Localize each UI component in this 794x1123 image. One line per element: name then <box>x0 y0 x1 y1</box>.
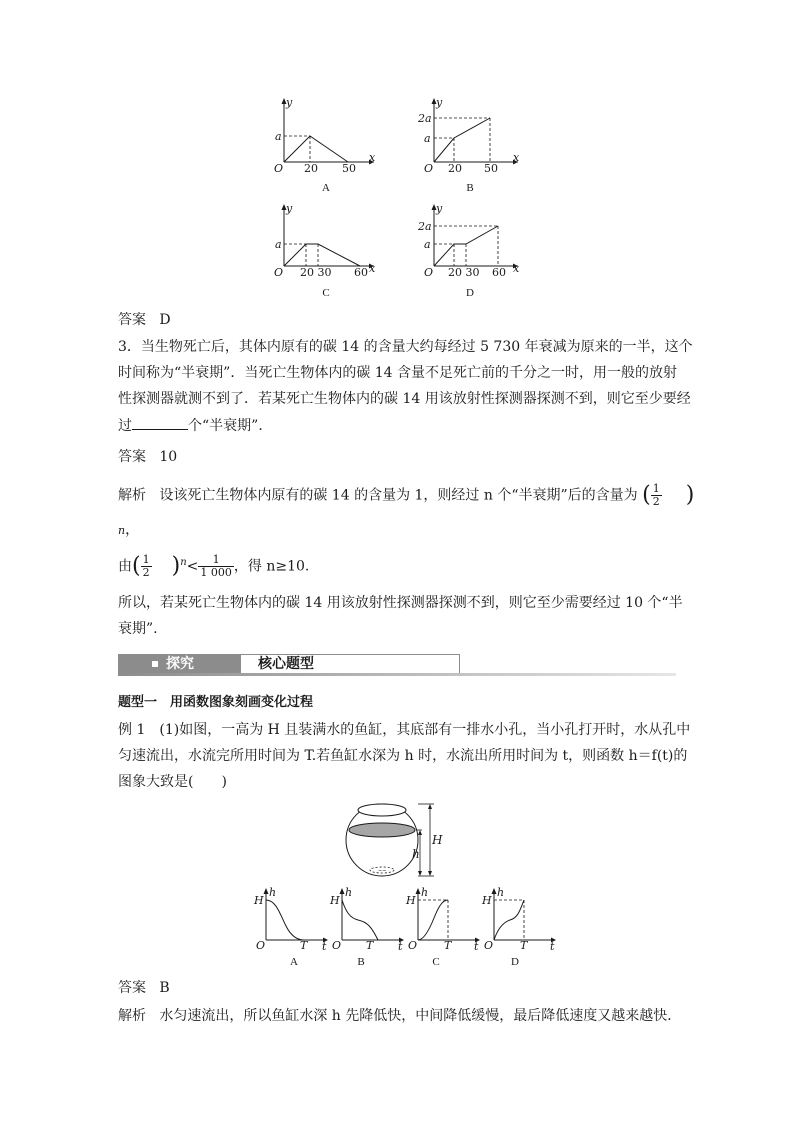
example-line-3: 图象大致是( ) <box>118 774 227 790</box>
origin-label: O <box>424 162 434 172</box>
origin-label: O <box>274 162 284 172</box>
q3-line-4 <box>118 415 272 436</box>
x-tick-T: T <box>520 939 528 950</box>
y-axis-label: h <box>497 886 505 899</box>
x-tick-50: 50 <box>342 162 356 172</box>
fraction-one-thousandth: $\frac{1}{1 000}$ <box>200 553 232 580</box>
x-axis-label: x <box>513 262 520 275</box>
graph-c <box>270 198 380 278</box>
answer-value: B <box>159 980 170 996</box>
graph-ex-d <box>478 884 558 950</box>
x-axis-label: x <box>513 151 520 164</box>
analysis-q3-line-3: 所以，若某死亡生物体内的碳 14 用该放射性探测器探测不到，则它至少需要经过 10 个“半 <box>118 595 683 611</box>
analysis-q3-line-2: 由( $\frac{1}{2}$ )$^n$< $\frac{1}{1 000}$ ，得 n≥10. <box>118 553 310 580</box>
x-axis-label: x <box>369 262 376 275</box>
answer-label: 答案 <box>118 980 146 996</box>
y-axis-label: h <box>345 886 353 899</box>
y-tick-a: a <box>424 132 431 145</box>
banner-label-core: 核心题型 <box>258 656 314 672</box>
y-axis-label: h <box>269 886 277 899</box>
q3-line-2: 时间称为“半衰期”．当死亡生物体内的碳 14 含量不足死亡前的千分之一时，用一般的放射 <box>118 365 678 381</box>
x-tick-60: 60 <box>492 266 506 278</box>
y-tick-H: H <box>406 894 416 907</box>
section-banner <box>118 654 676 676</box>
curve-d <box>494 900 524 940</box>
graph-b-line <box>434 118 490 162</box>
x-axis-label: x <box>369 151 376 164</box>
answer-blank <box>132 415 188 430</box>
q3-line-4-suffix: 个“半衰期”． <box>188 418 273 434</box>
answer-ex1 <box>118 978 170 998</box>
banner-label-explore: 探究 <box>166 656 194 672</box>
fraction-one-half: $\frac{1}{2}$ <box>142 553 150 580</box>
x-axis-label: t <box>322 940 327 950</box>
answer-value: 10 <box>159 449 178 465</box>
graph-a-line <box>284 136 348 162</box>
x-tick-60: 60 <box>354 266 368 278</box>
graph-a-caption: A <box>322 182 330 194</box>
x-tick-50: 50 <box>484 162 498 172</box>
graph-ex-c <box>402 884 482 950</box>
graph-d-caption: D <box>466 287 474 299</box>
graph-d <box>414 198 524 278</box>
square-bullet-icon <box>152 661 158 667</box>
y-axis-label: h <box>421 886 429 899</box>
left-paren: ( <box>642 482 651 508</box>
curve-b <box>342 900 378 940</box>
x-axis-label: t <box>398 940 403 950</box>
origin-label: O <box>408 939 418 950</box>
x-axis-label: t <box>474 940 479 950</box>
graph-c-line <box>284 244 360 266</box>
graph-b <box>414 92 524 172</box>
bowl-h-label: h <box>412 847 420 861</box>
y-tick-H: H <box>330 894 340 907</box>
example-line-1: 例 1 (1)如图，一高为 H 且装满水的鱼缸，其底部有一排水小孔，当小孔打开时，水从孔中 <box>118 722 691 738</box>
y-axis-label: y <box>286 96 293 109</box>
origin-label: O <box>484 939 494 950</box>
origin-label: O <box>274 266 284 278</box>
type-title: 题型一 用函数图象刻画变化过程 <box>118 695 314 710</box>
origin-label: O <box>424 266 434 278</box>
graph-c-caption: C <box>322 287 330 299</box>
y-axis-label: y <box>436 96 443 109</box>
fraction-one-half: $\frac{1}{2}$ <box>652 482 660 508</box>
q3-line-1: 3．当生物死亡后，其体内原有的碳 14 的含量大约每经过 5 730 年衰减为原来的一半，这个 <box>118 339 693 355</box>
answer-q3 <box>118 447 177 467</box>
answer-q2 <box>118 310 171 330</box>
analysis-q3-exponent: n， <box>118 522 140 538</box>
example-line-2: 匀速流出，水流完所用时间为 T.若鱼缸水深为 h 时，水流出所用时间为 t，则函数 h＝f(t)的 <box>118 748 688 764</box>
graph-ex-a <box>250 884 330 950</box>
y-tick-a: a <box>275 130 282 143</box>
answer-label: 答案 <box>118 449 146 465</box>
analysis-text: 水匀速流出，所以鱼缸水深 h 先降低快，中间降低缓慢，最后降低速度又越来越快． <box>159 1008 682 1024</box>
answer-value: D <box>159 312 171 328</box>
curve-a <box>266 900 304 940</box>
graph-ex-d-caption: D <box>511 956 519 968</box>
y-tick-a: a <box>275 238 282 251</box>
x-tick-T: T <box>444 939 452 950</box>
water-surface <box>349 823 415 837</box>
x-tick-20-30: 20 30 <box>300 266 332 278</box>
x-axis-label: t <box>550 940 555 950</box>
graph-a <box>270 92 380 172</box>
analysis-q3-line-4: 衰期”. <box>118 621 158 637</box>
q3-line-3: 性探测器就测不到了．若某死亡生物体内的碳 14 用该放射性探测器探测不到，则它至少要经 <box>118 391 691 407</box>
graph-ex-a-caption: A <box>290 956 298 968</box>
svg-text:~~: ~~ <box>378 868 387 874</box>
analysis-text: 设该死亡生物体内原有的碳 14 的含量为 1，则经过 n 个“半衰期”后的含量为 <box>159 487 638 504</box>
y-tick-H: H <box>254 894 264 907</box>
right-paren: ) <box>685 482 695 508</box>
bowl-H-label: H <box>432 833 443 847</box>
graph-ex-b-caption: B <box>357 956 365 968</box>
x-tick-20: 20 <box>448 162 462 172</box>
y-axis-label: y <box>436 202 443 215</box>
analysis-q3-line-1 <box>118 483 694 513</box>
curve-c <box>418 900 448 940</box>
y-tick-H: H <box>482 894 492 907</box>
graph-b-caption: B <box>466 182 474 194</box>
y-tick-2a: 2a <box>418 220 432 233</box>
analysis-label: 解析 <box>118 487 146 504</box>
x-tick-T: T <box>300 939 308 950</box>
fishbowl-figure <box>344 800 454 880</box>
y-tick-a: a <box>424 238 431 251</box>
x-tick-20: 20 <box>304 162 318 172</box>
y-tick-2a: 2a <box>418 112 432 125</box>
graph-ex-b <box>326 884 406 950</box>
q3-line-4-prefix: 过 <box>118 418 132 434</box>
graph-ex-c-caption: C <box>432 956 440 968</box>
origin-label: O <box>256 939 266 950</box>
origin-label: O <box>332 939 342 950</box>
x-tick-T: T <box>366 939 374 950</box>
analysis-label: 解析 <box>118 1008 146 1024</box>
y-axis-label: y <box>286 202 293 215</box>
analysis-ex1 <box>118 1006 681 1026</box>
x-tick-20-30: 20 30 <box>448 266 480 278</box>
answer-label: 答案 <box>118 312 146 328</box>
